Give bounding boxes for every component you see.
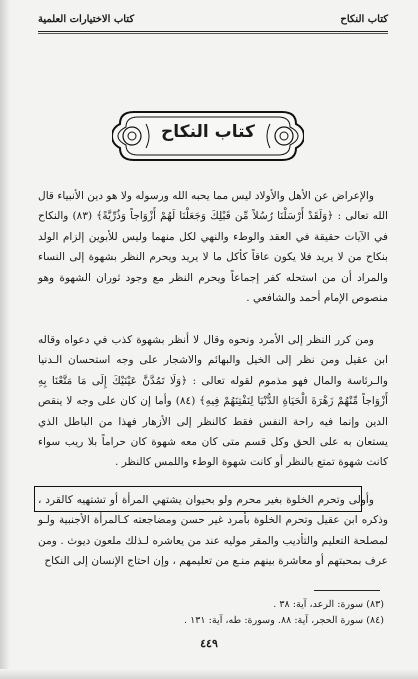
header-rule — [38, 31, 388, 32]
paragraph-text: ومن كرر النظر إلى الأمرد ونحوه وقال لا أنظر بشهوة كذب في دعواه وقاله ابن عقيل ومن نظر إلى الخيل والبهائم والاشجار على وجه استحسان الـدنيا والـرئاسة والمال فهو مذموم لقوله تعالى : ﴿وَلَا تَمُدَّنَّ عَيْنَيْكَ إِلَى مَا مَتَّعْنَا بِهِ أَزْوَاجاً مِّنْهُمْ زَهْرَةَ الْحَيَاةِ الدُّنْيَا لِنَفْتِنَهُمْ فِيهِ﴾ (٨٤) وأما إن كان على وجه لا ينقص الدين وإنما فيه راحة النفس فقط كالنظر إلى الأزهار فهذا من الباطل الذي يستعان به على الحق وكل قسم متى كان معه شهوة كان حراماً بلا ريب سواء كانت شهوة تمتع بالنظر أو كانت شهوة الوطء واللمس كالنظر . — [38, 334, 388, 469]
chapter-title-banner — [112, 104, 304, 168]
page-shadow-left — [0, 0, 10, 679]
highlight-box — [34, 486, 362, 512]
paragraph-text: وأولى وتحرم الخلوة بغير محرم ولو بحيوان يشتهي المرأة أو تشتهيه كالقرد ، وذكره ابن عقيل وتحرم الخلوة بأمرد غير حسن ومضاجعته كـالمرأة الأجنبية ولـو لمصلحة التعليم والتأديب والمقر موليه عند من يعاشره لـذلك ملعون ديوث . ومن عرف بمحبتهم أو معاشرة بينهم منـع من تعليمهم ، وإن احتاج الإنسان إلى النكاح — [38, 494, 388, 568]
header-book-title: كتاب الاختيارات العلمية — [38, 14, 135, 25]
footnotes — [60, 597, 384, 629]
footnote-84: (٨٤) سورة الحجر، آية: ٨٨. وسورة: طه، آية: ١٣١ . — [184, 615, 384, 626]
running-header — [38, 14, 388, 30]
paragraph-2 — [38, 330, 388, 473]
chapter-title: كتاب النكاح — [161, 122, 255, 142]
page-shadow-bottom — [0, 669, 418, 679]
footnote-83: (٨٣) سورة: الرعد، آية: ٣٨ . — [273, 599, 384, 610]
paragraph-text: والإعراض عن الأهل والأولاد ليس مما يحبه الله ورسوله ولا هو دين الأنبياء قال الله تعالى : ﴿وَلَقَدْ أَرْسَلْنَا رُسُلاً مِّن قَبْلِكَ وَجَعَلْنَا لَهُمْ أَزْوَاجاً وَذُرِّيَّةً﴾ (٨٣) والنكاح في الآيات حقيقة في العقد والوطء والنهي لكل منهما وليس للأبوين إلزام الولد بنكاح من لا يريد فلا يكون عاقاً كأكل ما لا يريد ويحرم النظر بشهوة إلى النساء والمراد أن من استحله كفر إجماعاً ويحرم النظر مع وجود ثوران الشهوة وهو منصوص الإمام أحمد والشافعي . — [38, 190, 389, 305]
paragraph-1 — [38, 186, 388, 308]
page-number: ٤٤٩ — [200, 637, 218, 650]
header-rule-thin — [38, 33, 388, 34]
header-chapter: كتاب النكاح — [340, 14, 388, 25]
footnote-rule — [314, 590, 380, 591]
